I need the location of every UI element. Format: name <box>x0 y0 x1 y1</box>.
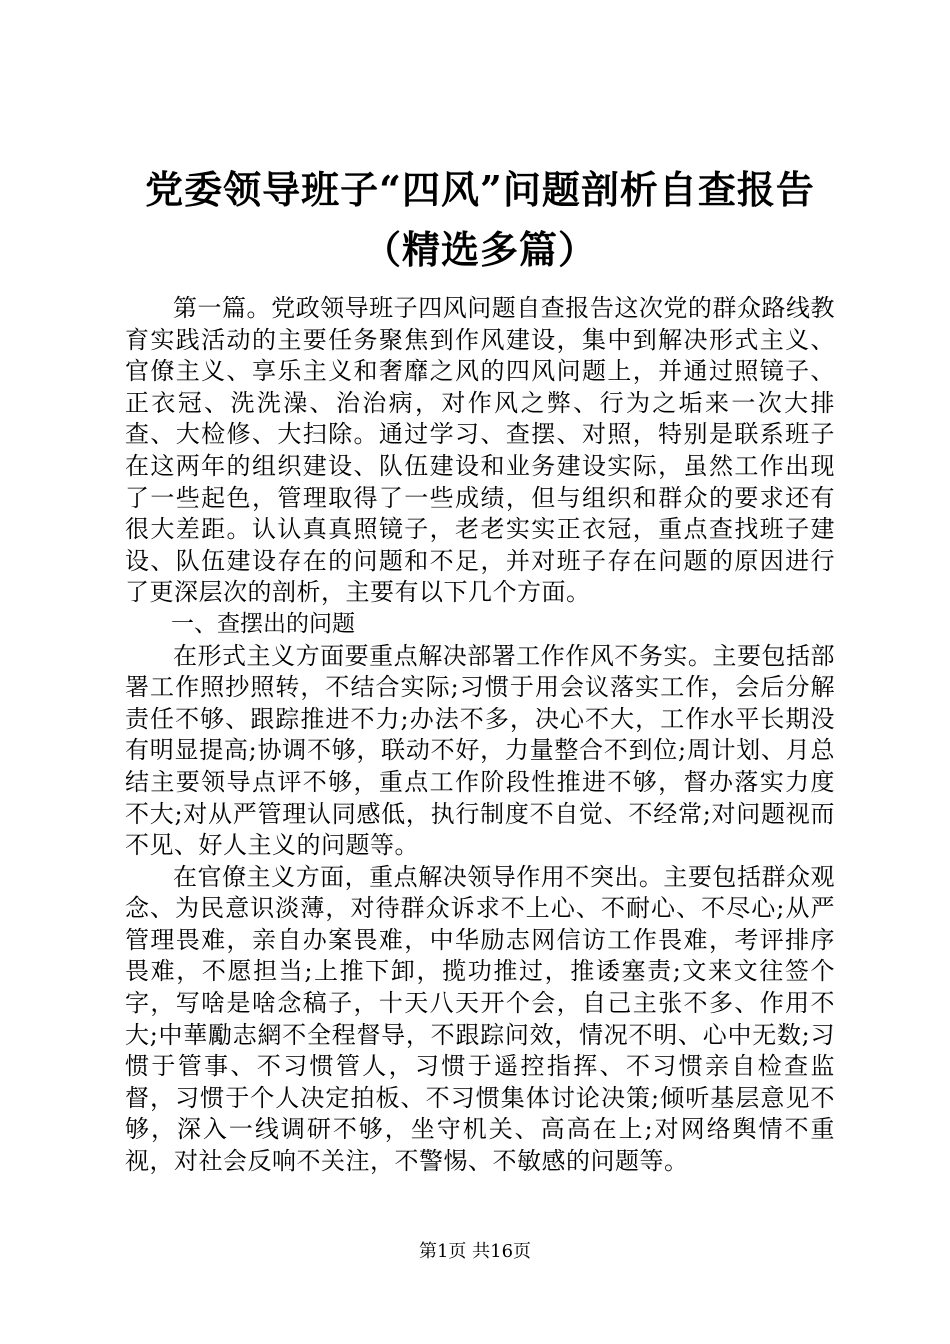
document-body <box>125 293 835 1178</box>
page-number-footer: 第1页 共16页 <box>418 1241 532 1262</box>
bureaucratism-paragraph: 在官僚主义方面，重点解决领导作用不突出。主要包括群众观念、为民意识淡薄，对待群众诉求不上心、不耐心、不尽心;从严管理畏难，亲自办案畏难，中华励志网信访工作畏难，考评排序畏难，不愿担当;上推下卸，揽功推过，推诿塞责;文来文往签个字，写啥是啥念稿子，十天八天开个会，自己主张不多、作用不大;中華勵志網不全程督导，不跟踪问效，情况不明、心中无数;习惯于管事、不习惯管人，习惯于遥控指挥、不习惯亲自检查监督，习惯于个人决定拍板、不习惯集体讨论决策;倾听基层意见不够，深入一线调研不够，坐守机关、高高在上;对网络舆情不重视，对社会反响不关注，不警惕、不敏感的问题等。 <box>125 862 835 1176</box>
document-title: 党委领导班子“四风”问题剖析自查报告（精选多篇） <box>145 167 815 272</box>
intro-paragraph: 第一篇。党政领导班子四风问题自查报告这次党的群众路线教育实践活动的主要任务聚焦到作风建设，集中到解决形式主义、官僚主义、享乐主义和奢靡之风的四风问题上，并通过照镜子、正衣冠、洗洗澡、治治病，对作风之弊、行为之垢来一次大排查、大检修、大扫除。通过学习、查摆、对照，特别是联系班子在这两年的组织建设、队伍建设和业务建设实际，虽然工作出现了一些起色，管理取得了一些成绩，但与组织和群众的要求还有很大差距。认认真真照镜子，老老实实正衣冠，重点查找班子建设、队伍建设存在的问题和不足，并对班子存在问题的原因进行了更深层次的剖析，主要有以下几个方面。 <box>125 294 835 607</box>
section-heading: 一、查摆出的问题 <box>171 610 355 637</box>
formalism-paragraph: 在形式主义方面要重点解决部署工作作风不务实。主要包括部署工作照抄照转，不结合实际;习惯于用会议落实工作，会后分解责任不够、跟踪推进不力;办法不多，决心不大，工作水平长期没有明显提高;协调不够，联动不好，力量整合不到位;周计划、月总结主要领导点评不够，重点工作阶段性推进不够，督办落实力度不大;对从严管理认同感低，执行制度不自觉、不经常;对问题视而不见、好人主义的问题等。 <box>125 641 835 860</box>
